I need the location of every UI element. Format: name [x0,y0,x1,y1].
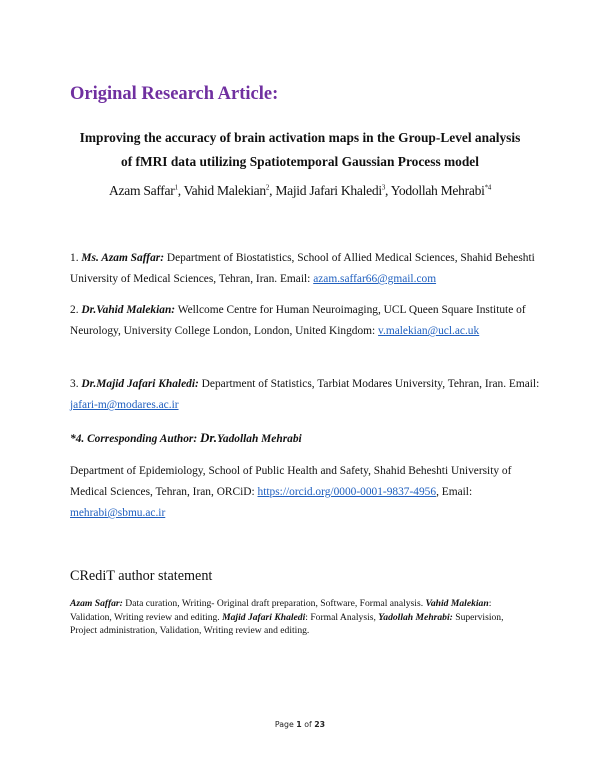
corresponding-author-heading [70,430,302,446]
page-label: Page [274,720,297,729]
affiliation-number: 3. [70,378,79,390]
page-total: 23 [314,720,326,729]
credit-roles: : Formal Analysis, [305,611,379,623]
corresponding-name: Yadollah Mehrabi [216,433,302,445]
affiliation-lead: Ms. Azam Saffar: [81,252,165,264]
author-name: Majid Jafari Khaledi [275,183,382,198]
page-number: 1 [296,720,302,729]
credit-roles: Data curation, Writing- Original draft preparation, Software, Formal analysis. [122,598,426,609]
page-of-label: of [301,720,315,729]
corresponding-affiliation [70,461,540,524]
author-name: Vahid Malekian [183,183,266,198]
email-label: , Email: [436,486,473,498]
email-link[interactable]: v.malekian@ucl.ac.uk [378,325,480,337]
affiliation-number: 1. [70,252,79,264]
author-name: Azam Saffar [108,183,175,198]
author-sup: 3 [381,183,386,192]
author-sup: 1 [174,183,178,192]
paper-title [60,126,540,174]
corresponding-title: Dr. [199,430,217,445]
credit-roles: Supervision, Project administration, Validation, Writing review and editing. [70,611,504,637]
affiliation-1 [70,248,540,290]
affiliation-lead: Dr.Majid Jafari Khaledi: [81,378,199,390]
affiliation-3 [70,374,540,416]
credit-author: Majid Jafari Khaledi [222,611,306,623]
credit-author: Yadollah Mehrabi: [378,611,453,623]
affiliation-text: Department of Biostatistics, School of Allied Medical Sciences, Shahid Beheshti University of Medical Sciences, Tehran, Iran. Email: [70,252,535,285]
author-sup: *4 [484,183,492,192]
affiliation-text: Department of Epidemiology, School of Public Health and Safety, Shahid Beheshti University of Medical Sciences, Tehran, Iran, ORCiD: [70,465,512,498]
author-name: Yodollah Mehrabi [390,183,485,198]
affiliation-text: Wellcome Centre for Human Neuroimaging, UCL Queen Square Institute of Neurology, University College London, London, United Kingdom: [70,304,526,337]
title-line-2: of fMRI data utilizing Spatiotemporal Gaussian Process model [121,154,479,169]
credit-statement [70,597,530,638]
affiliation-number: 2. [70,304,79,316]
credit-heading: CRediT author statement [70,568,213,584]
email-link[interactable]: azam.saffar66@gmail.com [313,273,437,285]
page-footer [0,720,600,729]
article-type-heading: Original Research Article: [70,84,279,104]
author-sup: 2 [265,183,270,192]
credit-author: Azam Saffar: [70,598,123,609]
author-list: Azam Saffar$^1$, Vahid Malekian$^2$, Majid Jafari Khaledi$^3$, Yodollah Mehrabi$^{*4}$ [108,183,492,198]
affiliation-text: Department of Statistics, Tarbiat Modares University, Tehran, Iran. Email: [198,378,540,390]
credit-roles: : Validation, Writing review and editing. [70,598,492,623]
credit-author: Vahid Malekian [425,598,489,609]
orcid-link[interactable]: https://orcid.org/0000-0001-9837-4956 [257,486,437,498]
title-line-1: Improving the accuracy of brain activation maps in the Group-Level analysis [79,130,521,145]
email-link[interactable]: mehrabi@sbmu.ac.ir [70,507,166,519]
affiliation-2 [70,300,540,342]
corresponding-prefix: *4. Corresponding Author: [70,433,200,445]
email-link[interactable]: jafari-m@modares.ac.ir [70,399,179,411]
affiliation-lead: Dr.Vahid Malekian: [81,304,176,316]
